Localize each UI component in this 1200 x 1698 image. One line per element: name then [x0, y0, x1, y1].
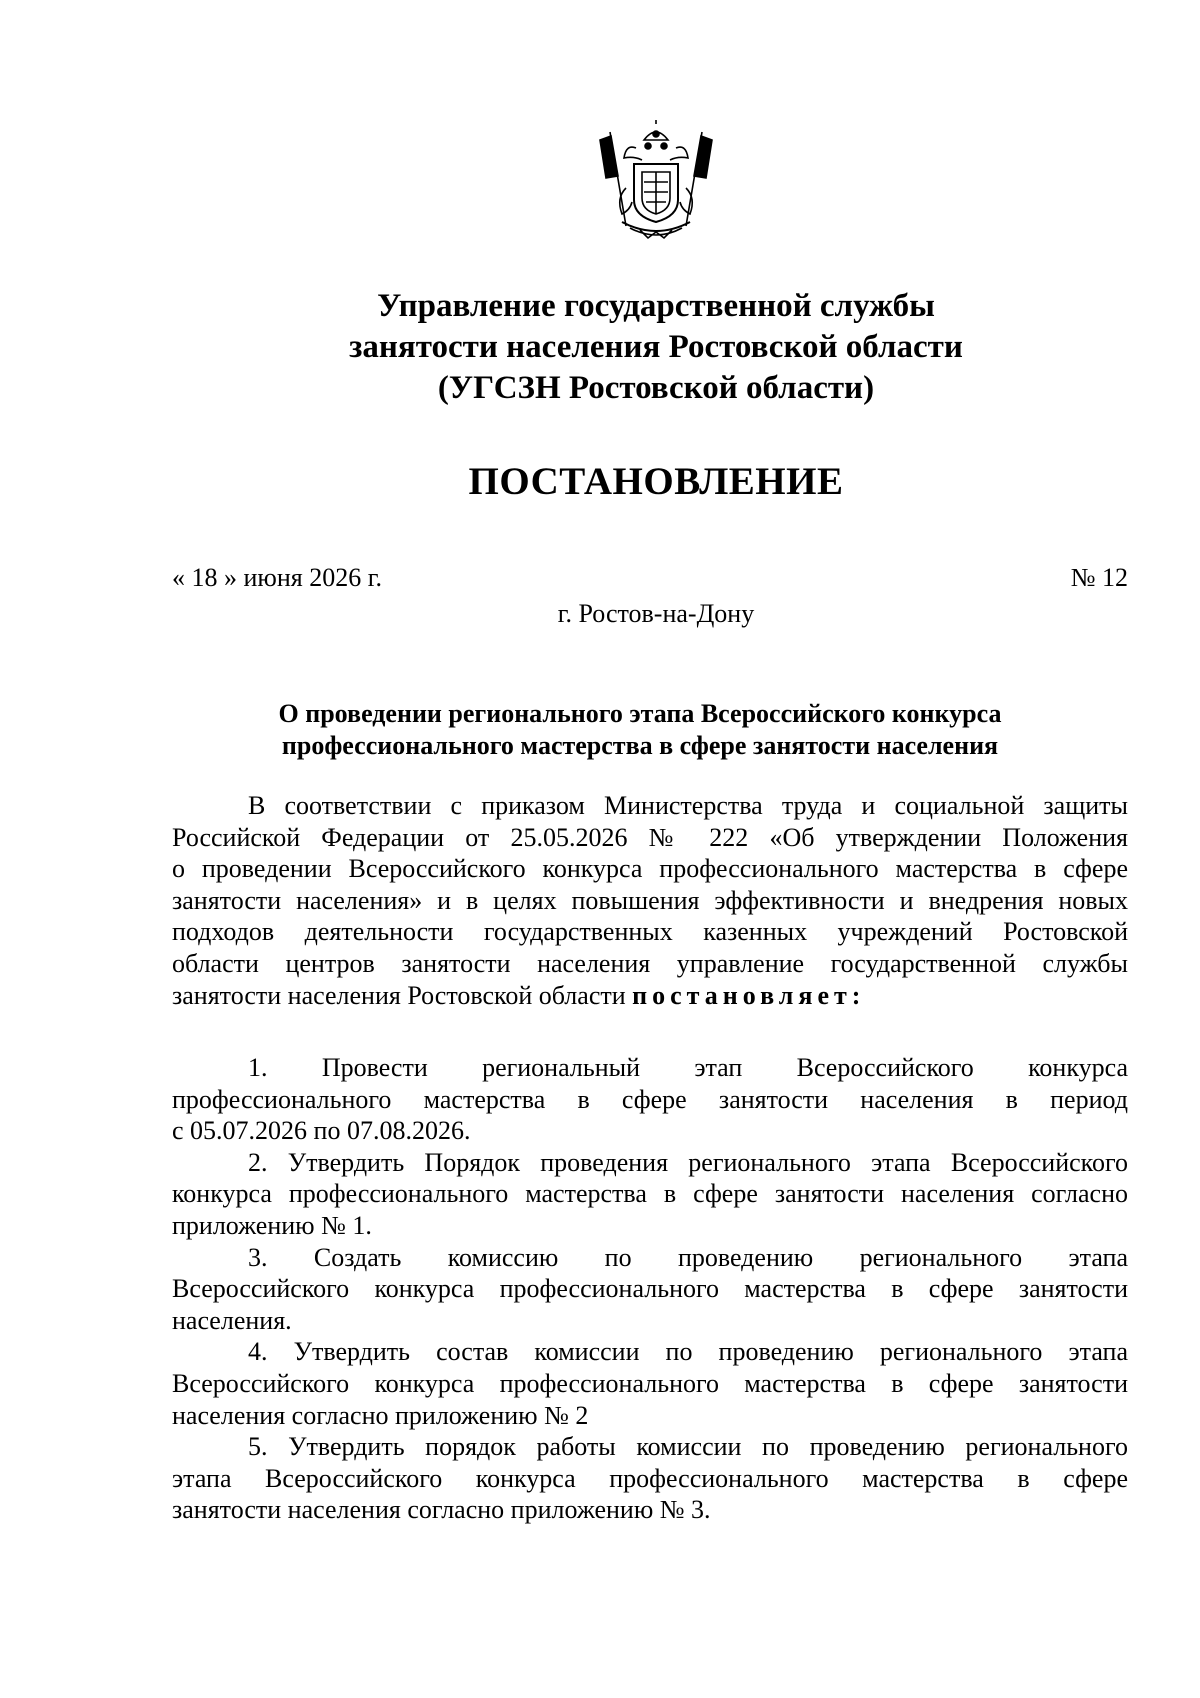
item-line: 3. Создать комиссию по проведению регионального этапа: [248, 1242, 1128, 1272]
list-item: [172, 1242, 1128, 1337]
preamble-paragraph: [172, 790, 1128, 1011]
list-item: [172, 1052, 1128, 1147]
preamble-last-line: [172, 980, 1128, 1012]
item-line: 4. Утвердить состав комиссии по проведению регионального этапа: [248, 1337, 1128, 1367]
item-line: Всероссийского конкурса профессионального мастерства в сфере занятости: [172, 1274, 1128, 1304]
item-line: с 05.07.2026 по 07.08.2026.: [172, 1116, 471, 1146]
preamble-line: занятости населения» и в целях повышения эффективности и внедрения новых: [172, 885, 1128, 915]
document-date: « 18 » июня 2026 г.: [172, 563, 382, 592]
item-line: этапа Всероссийского конкурса профессионального мастерства в сфере: [172, 1463, 1128, 1493]
preamble-line: Российской Федерации от 25.05.2026 № 222 «Об утверждении Положения: [172, 822, 1128, 852]
resolution-items: [172, 1052, 1128, 1526]
preamble-line: области центров занятости населения управление государственной службы: [172, 948, 1128, 978]
list-item: [172, 1336, 1128, 1431]
item-line: населения.: [172, 1305, 292, 1335]
item-line: приложению № 1.: [172, 1210, 372, 1240]
preamble-line: подходов деятельности государственных казенных учреждений Ростовской: [172, 917, 1128, 947]
document-city: г. Ростов-на-Дону: [557, 599, 755, 628]
item-line: 1. Провести региональный этап Всероссийского конкурса: [248, 1053, 1128, 1082]
item-line: населения согласно приложению № 2: [172, 1400, 589, 1430]
preamble-line: о проведении Всероссийского конкурса профессионального мастерства в сфере: [172, 854, 1128, 884]
document-subject: [220, 698, 1060, 762]
document-number: № 12: [1070, 563, 1128, 592]
resolves-keyword: постановляет:: [632, 980, 866, 1010]
subject-line-2: профессионального мастерства в сфере занятости населения: [281, 731, 999, 760]
org-line-1: Управление государственной службы: [377, 288, 935, 324]
organization-name: [200, 286, 1112, 409]
document-type: ПОСТАНОВЛЕНИЕ: [468, 460, 844, 503]
list-item: [172, 1431, 1128, 1526]
item-line: 5. Утвердить порядок работы комиссии по проведению регионального: [248, 1432, 1128, 1462]
preamble-line: В соответствии с приказом Министерства труда и социальной защиты: [248, 791, 1128, 820]
preamble-last-text: занятости населения Ростовской области: [172, 980, 626, 1010]
list-item: [172, 1147, 1128, 1242]
item-line: профессионального мастерства в сфере занятости населения в период: [172, 1084, 1128, 1114]
item-line: 2. Утвердить Порядок проведения регионального этапа Всероссийского: [248, 1147, 1128, 1177]
subject-line-1: О проведении регионального этапа Всероссийского конкурса: [278, 699, 1002, 728]
item-line: Всероссийского конкурса профессионального мастерства в сфере занятости: [172, 1368, 1128, 1398]
org-line-2: занятости населения Ростовской области: [349, 329, 963, 365]
rostov-oblast-coat-of-arms-icon: [596, 118, 716, 244]
item-line: конкурса профессионального мастерства в сфере занятости населения согласно: [172, 1179, 1128, 1209]
org-line-3: (УГСЗН Ростовской области): [437, 370, 875, 406]
item-line: занятости населения согласно приложению № 3.: [172, 1495, 711, 1525]
